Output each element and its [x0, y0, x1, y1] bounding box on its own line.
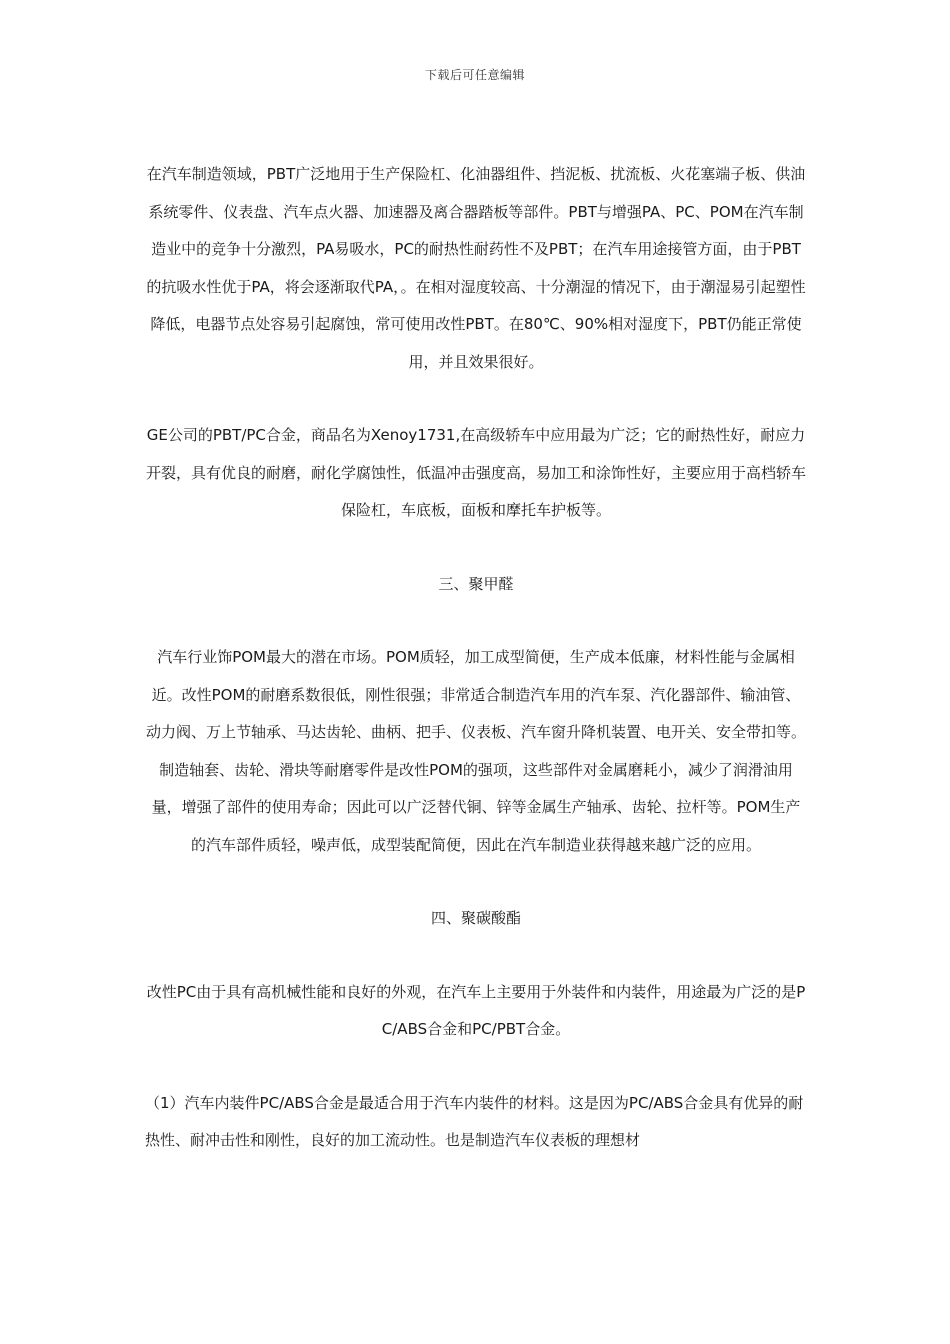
- section-heading-pc: 四、聚碳酸酯: [430, 909, 521, 927]
- paragraph-pom: 汽车行业饰POM最大的潜在市场。POM质轻，加工成型简便，生产成本低廉，材料性能与金属相近。改性POM的耐磨系数很低，刚性很强；非常适合制造汽车用的汽车泵、汽化器部件、输油管、动力阀、万上节轴承、马达齿轮、曲柄、把手、仪表板、汽车窗升降机装置、电开关、安全带扣等。制造轴套、齿轮、滑块等耐磨零件是改性POM的强项，这些部件对金属磨耗小，减少了润滑油用量，增强了部件的使用寿命；因此可以广泛替代铜、锌等金属生产轴承、齿轮、拉杆等。POM生产的汽车部件质轻，噪声低，成型装配简便，因此在汽车制造业获得越来越广泛的应用。: [145, 648, 806, 854]
- paragraph-pc-abs-interior: （1）汽车内装件PC/ABS合金是最适合用于汽车内装件的材料。这是因为PC/ABS合金具有优异的耐热性、耐冲击性和刚性，良好的加工流动性。也是制造汽车仪表板的理想材: [145, 1093, 804, 1149]
- header-note: 下载后可任意编辑: [424, 68, 525, 82]
- document-body: [145, 156, 807, 1160]
- paragraph-pbt-automotive: 在汽车制造领域，PBT广泛地用于生产保险杠、化油器组件、挡泥板、扰流板、火花塞端子板、供油系统零件、仪表盘、汽车点火器、加速器及离合器踏板等部件。PBT与增强PA、PC、POM在汽车制造业中的竞争十分激烈，PA易吸水，PC的耐热性耐药性不及PBT；在汽车用途接管方面，由于PBT的抗吸水性优于PA，将会逐渐取代PA，。在相对湿度较高、十分潮湿的情况下，由于潮湿易引起塑性降低，电器节点处容易引起腐蚀，常可使用改性PBT。在80℃、90%相对湿度下，PBT仍能正常使用，并且效果很好。: [146, 165, 806, 371]
- section-heading-pom: 三、聚甲醛: [438, 574, 514, 593]
- paragraph-ge-xenoy: GE公司的PBT/PC合金，商品名为Xenoy1731,在高级轿车中应用最为广泛；它的耐热性好，耐应力开裂，具有优良的耐磨，耐化学腐蚀性，低温冲击强度高，易加工和涂饰性好，主要应用于高档轿车保险杠，车底板，面板和摩托车护板等。: [145, 426, 806, 519]
- paragraph-pc-intro: 改性PC由于具有高机械性能和良好的外观，在汽车上主要用于外装件和内装件，用途最为广泛的是PC/ABS合金和PC/PBT合金。: [146, 982, 806, 1038]
